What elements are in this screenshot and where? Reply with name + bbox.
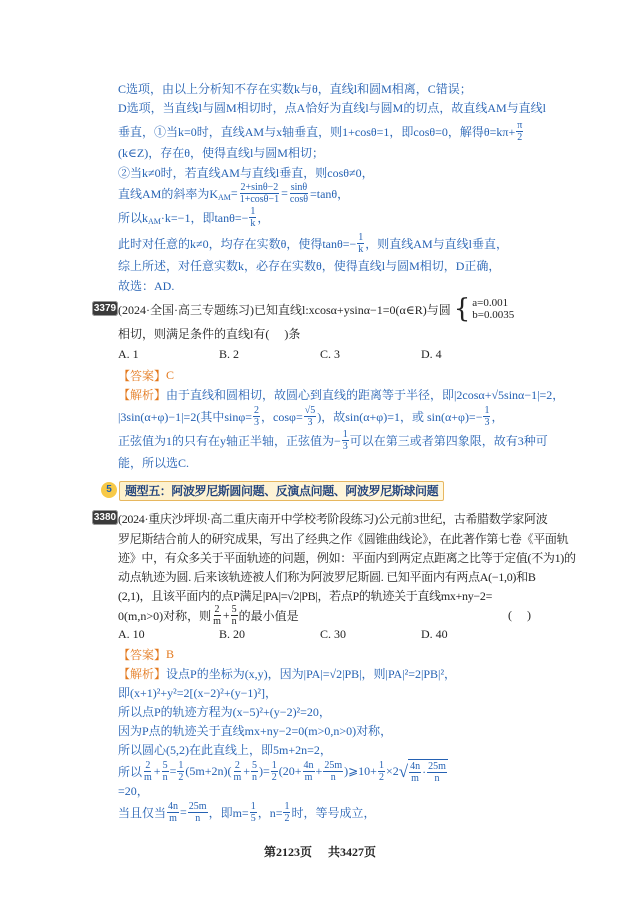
- fraction-numerator: 1: [358, 231, 364, 243]
- fraction-numerator: 1: [484, 404, 490, 416]
- solution-text: ②当k≠0时，若直线AM与直线l垂直，则cosθ≠0，: [118, 165, 374, 180]
- section-number-badge: 5: [101, 482, 117, 498]
- fraction-denominator: m: [411, 772, 419, 784]
- fraction-denominator: m: [144, 771, 152, 783]
- option-d: D. 40: [421, 626, 448, 641]
- analysis-text: ，n=: [257, 805, 283, 820]
- analysis-line: [118, 450, 189, 474]
- solution-text: 故选：AD.: [118, 278, 175, 293]
- option-a: A. 1: [118, 346, 139, 361]
- fraction-numerator: π: [517, 119, 523, 131]
- analysis-text: ×2: [385, 763, 399, 778]
- analysis-label: 【解析】: [118, 387, 167, 402]
- page-footer: [0, 839, 640, 863]
- option-b: B. 20: [219, 626, 246, 641]
- analysis-text: (20+: [278, 763, 302, 778]
- fraction-numerator: 2+sinθ−2: [240, 181, 279, 193]
- solution-text: 此时对任意的k≠0，均存在实数θ，使得tanθ=−: [118, 236, 357, 251]
- fraction-numerator: 1: [342, 428, 348, 440]
- square-root-radicand: [408, 759, 448, 784]
- fraction-denominator: 2: [284, 812, 290, 824]
- square-root-sign: √: [398, 761, 409, 781]
- problem-text: 0(m,n>0)对称，则: [118, 608, 212, 623]
- fraction-denominator: 2: [378, 771, 384, 783]
- fraction-denominator: 2: [178, 771, 184, 783]
- solution-text: C选项，由以上分析知不存在实数k与θ，直线l和圆M相离，C错误；: [118, 81, 472, 96]
- problem-text: 相切，则满足条件的直线l有( )条: [118, 326, 301, 341]
- analysis-line: [118, 759, 448, 783]
- fraction-numerator: 1: [250, 205, 256, 217]
- solution-line: [118, 95, 546, 119]
- fraction: [167, 801, 179, 824]
- solution-text: ·k=−1，即tanθ=−: [160, 210, 249, 225]
- problem-text: (2024·重庆沙坪坝·高二重庆南开中学校考阶段练习)公元前3世纪，古希腊数学家阿波: [118, 511, 548, 526]
- option-c: C. 3: [320, 346, 341, 361]
- fraction-denominator: 3: [484, 416, 490, 428]
- fraction-numerator: 4n: [168, 800, 179, 812]
- fraction-denominator: 1+cosθ−1: [239, 193, 280, 205]
- answer-value: C: [166, 367, 175, 382]
- solution-line: [118, 181, 349, 205]
- solution-text: 所以k: [118, 210, 149, 225]
- analysis-text: 当且仅当: [118, 805, 167, 820]
- fraction-denominator: k: [250, 217, 256, 229]
- analysis-text: +: [153, 763, 161, 778]
- fraction-numerator: 5: [231, 603, 237, 615]
- fraction-numerator: 5: [162, 759, 168, 771]
- analysis-text: )⩾10+: [344, 763, 377, 778]
- analysis-text: ，: [491, 409, 504, 424]
- fraction-denominator: m: [169, 812, 177, 824]
- fraction-denominator: 2: [271, 771, 277, 783]
- fraction-denominator: n: [252, 771, 258, 783]
- fraction-denominator: cosθ: [289, 193, 308, 205]
- fraction-denominator: n: [434, 772, 440, 784]
- fraction-numerator: 2: [145, 759, 151, 771]
- analysis-text: 能，所以选C.: [118, 455, 190, 470]
- solution-text: 垂直，①当k=0时，直线AM与x轴垂直，则1+cosθ=1，即cosθ=0，解得θ=kπ+: [118, 124, 516, 139]
- solution-text: =: [281, 185, 288, 200]
- analysis-text: |3sin(α+φ)−1|=2(其中sinφ=: [118, 409, 253, 424]
- analysis-text: +: [243, 763, 251, 778]
- answer-label: 【答案】: [118, 368, 167, 383]
- fraction: [253, 405, 260, 428]
- page-number: 第2123页: [263, 844, 312, 859]
- fraction-denominator: n: [162, 771, 168, 783]
- fraction-denominator: k: [358, 243, 364, 255]
- fraction: [251, 760, 258, 783]
- problem-text: 迹》中，有众多关于平面轨迹的问题，例如：平面内到两定点距离之比等于定值(不为1)的: [118, 550, 576, 565]
- problem-stem-line: [118, 297, 514, 321]
- fraction-numerator: 1: [378, 759, 384, 771]
- analysis-text: 所以: [118, 764, 143, 779]
- analysis-text: )，故sin(α+φ)=1，或 sin(α+φ)=−: [317, 409, 483, 424]
- fraction-numerator: 2: [214, 603, 220, 615]
- fraction: [483, 405, 490, 428]
- solution-line: [118, 273, 174, 297]
- solution-text: ，则直线AM与直线l垂直，: [365, 236, 508, 251]
- analysis-text: +: [315, 763, 323, 778]
- analysis-text: 由于直线和圆相切，故圆心到直线的距离等于半径，即|2cosα+√5sinα−1|=2，: [166, 387, 565, 402]
- answer-label: 【答案】: [118, 647, 167, 662]
- solution-text: =tanθ，: [310, 186, 350, 201]
- solution-line: [118, 253, 500, 277]
- fraction: [357, 232, 364, 255]
- problem-text: (2,1)，且该平面内的点P满足|PA|=√2|PB|，若点P的轨迹关于直线mx+ny−2=: [118, 588, 493, 603]
- fraction: [177, 760, 184, 783]
- problem-number-badge: 3380: [93, 512, 117, 523]
- answer-blank: ( ): [508, 608, 531, 622]
- analysis-text: 时，等号成立，: [291, 805, 376, 820]
- fraction: [249, 206, 256, 229]
- fraction-denominator: m: [213, 615, 221, 627]
- fraction: [323, 760, 343, 783]
- analysis-line: [118, 404, 504, 428]
- fraction-numerator: 25m: [324, 759, 343, 771]
- equation-row: b=0.0035: [472, 309, 515, 321]
- fraction-denominator: 2: [517, 131, 523, 143]
- analysis-text: )=: [259, 763, 270, 778]
- total-pages: 共3427页: [328, 844, 377, 859]
- fraction: [289, 182, 309, 205]
- analysis-text: =: [180, 804, 187, 819]
- equation-system-rows: [472, 297, 514, 321]
- analysis-text: 所以点P的轨迹方程为(x−5)²+(y−2)²=20，: [118, 704, 331, 719]
- solution-text: (k∈Z)，存在θ，使得直线l与圆M相切；: [118, 145, 324, 160]
- fraction: [283, 801, 290, 824]
- fraction: [239, 182, 280, 205]
- analysis-line: [118, 737, 332, 761]
- analysis-text: 设点P的坐标为(x,y)，因为|PA|=√2|PB|，则|PA|²=2|PB|²，: [166, 666, 457, 681]
- fraction: [188, 801, 208, 824]
- fraction-numerator: 1: [250, 800, 256, 812]
- solution-text: =: [230, 185, 238, 200]
- solution-line: [118, 205, 269, 229]
- analysis-line: [118, 800, 375, 824]
- options-row: [118, 342, 522, 366]
- fraction: [271, 760, 278, 783]
- fraction-denominator: 3: [254, 416, 260, 428]
- fraction-numerator: 4n: [303, 759, 314, 771]
- analysis-line: [118, 428, 548, 452]
- equation-row: { a=0.001: [472, 297, 509, 309]
- solution-text: 综上所述，对任意实数k，必存在实数θ，使得直线l与圆M相切，D正确，: [118, 258, 501, 273]
- analysis-label: 【解析】: [118, 666, 167, 681]
- fraction-numerator: 25m: [188, 800, 207, 812]
- fraction: [516, 120, 523, 143]
- solution-text: ，: [257, 210, 270, 225]
- fraction-numerator: √5: [304, 404, 316, 416]
- fraction-numerator: 2: [234, 759, 240, 771]
- fraction-numerator: 1: [178, 759, 184, 771]
- problem-text: +: [222, 607, 230, 622]
- fraction: [342, 429, 349, 452]
- fraction-numerator: 1: [284, 800, 290, 812]
- option-a: A. 10: [118, 626, 145, 641]
- analysis-text: 可以在第三或者第四象限，故有3种可: [349, 433, 548, 448]
- fraction-denominator: 5: [250, 812, 256, 824]
- fraction-numerator: sinθ: [290, 181, 308, 193]
- analysis-text: ·: [422, 764, 427, 779]
- analysis-line: [118, 778, 149, 802]
- problem-text: (2024·全国·高三专题练习)已知直线l:xcosα+ysinα−1=0(α∈R)与圆: [118, 302, 451, 317]
- fraction: [304, 405, 317, 428]
- analysis-text: ，即m=: [208, 805, 249, 820]
- analysis-text: ，cosφ=: [261, 409, 303, 424]
- analysis-text: =20，: [118, 783, 149, 798]
- fraction-numerator: 4n: [410, 760, 421, 772]
- problem-text: 动点轨迹为圆. 后来该轨迹被人们称为阿波罗尼斯圆. 已知平面内有两点A(−1,0)和B: [118, 569, 536, 584]
- option-d: D. 4: [421, 346, 442, 361]
- answer-value: B: [166, 646, 175, 661]
- option-b: B. 2: [219, 346, 240, 361]
- problem-number-badge: 3379: [93, 303, 117, 314]
- fraction-numerator: 25m: [428, 760, 446, 772]
- subscript: AM: [148, 216, 161, 226]
- fraction-numerator: 2: [254, 404, 260, 416]
- analysis-text: 正弦值为1的只有在y轴正半轴，正弦值为−: [118, 433, 341, 448]
- solution-line: [118, 231, 508, 255]
- problem-text: 罗尼斯结合前人的研究成果，写出了经典之作《圆锥曲线论》，在此著作第七卷《平面轨: [118, 531, 569, 546]
- fraction: [303, 760, 315, 783]
- fraction: [232, 760, 242, 783]
- fraction-denominator: n: [195, 812, 201, 824]
- fraction: [378, 760, 385, 783]
- option-c: C. 30: [320, 626, 347, 641]
- fraction-numerator: 5: [252, 759, 258, 771]
- fraction: [250, 801, 257, 824]
- options-row: [118, 622, 522, 646]
- analysis-text: =: [169, 763, 177, 778]
- analysis-text: (5m+2n)(: [185, 763, 232, 778]
- fraction-denominator: 3: [342, 440, 348, 452]
- solution-text: 直线AM的斜率为K: [118, 186, 219, 201]
- fraction-denominator: n: [330, 771, 336, 783]
- fraction: [162, 760, 169, 783]
- analysis-text: 即(x+1)²+y²=2[(x−2)²+(y−1)²]，: [118, 685, 277, 700]
- analysis-text: 所以圆心(5,2)在此直线上，即5m+2n=2，: [118, 742, 332, 757]
- fraction-denominator: 3: [307, 416, 313, 428]
- fraction: [427, 761, 447, 784]
- fraction-denominator: m: [304, 771, 313, 783]
- equation-system: [454, 297, 515, 321]
- fraction-denominator: m: [233, 771, 242, 783]
- analysis-line: [118, 382, 564, 406]
- analysis-text: 因为P点的轨迹关于直线mx+ny−2=0(m>0,n>0)对称，: [118, 723, 393, 738]
- fraction-denominator: n: [231, 615, 237, 627]
- fraction: [409, 761, 421, 784]
- section-title: 题型五：阿波罗尼斯圆问题、反演点问题、阿波罗尼斯球问题: [119, 481, 444, 501]
- problem-text: 的最小值是: [238, 608, 299, 623]
- subscript: AM: [218, 192, 231, 202]
- solution-text: D选项，当直线l与圆M相切时，点A恰好为直线l与圆M的切点，故直线AM与直线l: [118, 100, 547, 115]
- fraction-numerator: 1: [271, 759, 277, 771]
